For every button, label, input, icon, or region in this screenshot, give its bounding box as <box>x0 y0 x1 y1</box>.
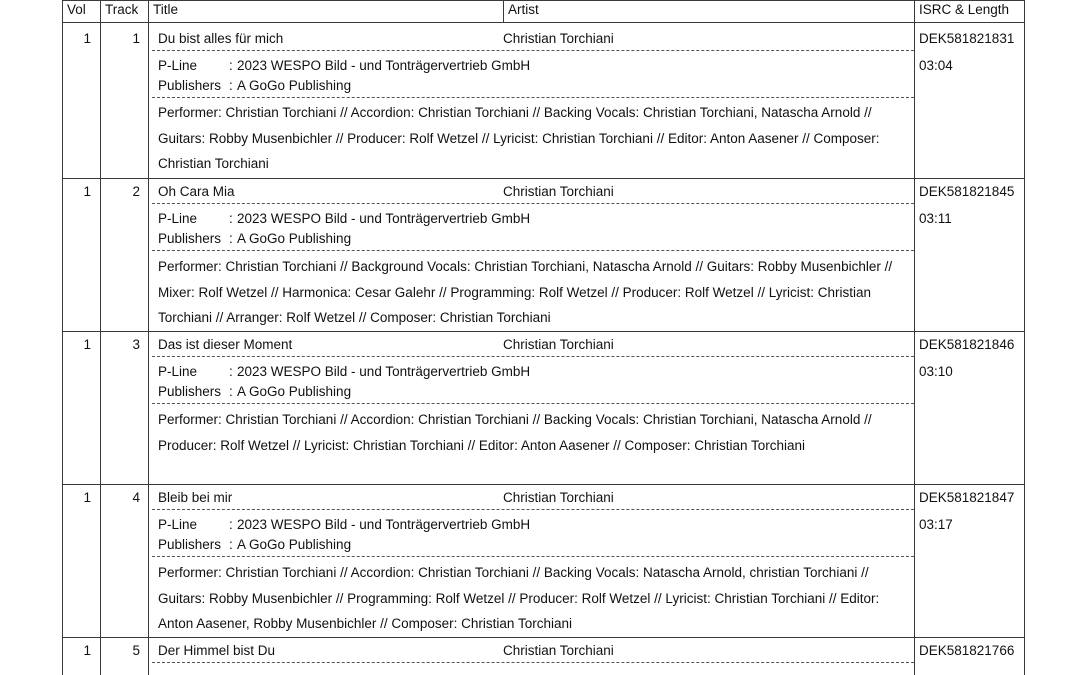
track-title: Das ist dieser Moment <box>158 337 293 352</box>
column-border <box>148 0 149 675</box>
vol-cell: 1 <box>83 184 91 199</box>
isrc-code: DEK581821845 <box>919 184 1015 199</box>
pline-value: 2023 WESPO Bild - und Tonträgervertrieb GmbH <box>237 58 531 73</box>
column-border <box>914 0 915 675</box>
pline-value: 2023 WESPO Bild - und Tonträgervertrieb GmbH <box>237 517 531 532</box>
header-divider <box>62 22 1025 23</box>
track-title: Du bist alles für mich <box>158 31 284 46</box>
dashed-divider <box>152 509 914 510</box>
credits-text: Performer: Christian Torchiani // Accordion: Christian Torchiani // Backing Vocals: Christian Torchiani, Natascha Arnold // Producer: Rolf Wetzel // Lyricist: Christian Torchiani // Editor: Anton Aasener // Composer: Christian Torchiani <box>158 412 872 453</box>
column-border <box>1024 0 1025 675</box>
track-title: Oh Cara Mia <box>158 184 235 199</box>
credits-text: Performer: Christian Torchiani // Background Vocals: Christian Torchiani, Natascha Arnold // Guitars: Robby Musenbichler // Mixer: Rolf Wetzel // Harmonica: Cesar Galehr // Programming: Rolf Wetzel // Producer: Rolf Wetzel // Lyricist: Christian Torchiani // Arranger: Rolf Wetzel // Composer: Christian Torchiani <box>158 259 893 325</box>
track-title: Der Himmel bist Du <box>158 643 276 658</box>
dashed-divider <box>152 662 914 663</box>
dashed-divider <box>152 250 914 251</box>
publishers-sep: : <box>229 231 233 246</box>
pline-label: P-Line <box>158 517 198 532</box>
credits-text: Performer: Christian Torchiani // Accordion: Christian Torchiani // Backing Vocals: Natascha Arnold, christian Torchiani // Guitars: Robby Musenbichler // Programming: Rolf Wetzel // Producer: Rolf Wetzel // Lyricist: Christian Torchiani // Editor: Anton Aasener, Robby Musenbichler // Composer: Christian Torchiani <box>158 565 880 631</box>
publishers-label: Publishers <box>158 78 222 93</box>
pline-label: P-Line <box>158 211 198 226</box>
publishers-label: Publishers <box>158 537 222 552</box>
header-vol: Vol <box>67 2 86 17</box>
track-artist: Christian Torchiani <box>503 643 614 658</box>
publishers-label: Publishers <box>158 384 222 399</box>
row-divider <box>62 484 1025 485</box>
pline-value: 2023 WESPO Bild - und Tonträgervertrieb GmbH <box>237 211 531 226</box>
header-track: Track <box>105 2 139 17</box>
dashed-divider <box>152 203 914 204</box>
publishers-value: A GoGo Publishing <box>237 384 352 399</box>
publishers-value: A GoGo Publishing <box>237 231 352 246</box>
header-artist: Artist <box>508 2 539 17</box>
track-length: 03:11 <box>919 211 952 226</box>
track-artist: Christian Torchiani <box>503 337 614 352</box>
track-number: 1 <box>132 31 140 46</box>
pline-sep: : <box>229 58 233 73</box>
isrc-code: DEK581821846 <box>919 337 1015 352</box>
header-isrc-length: ISRC & Length <box>919 2 1010 17</box>
pline-value: 2023 WESPO Bild - und Tonträgervertrieb GmbH <box>237 364 531 379</box>
track-length: 03:04 <box>919 58 953 73</box>
vol-cell: 1 <box>83 490 91 505</box>
pline-label: P-Line <box>158 58 198 73</box>
publishers-sep: : <box>229 78 233 93</box>
dashed-divider <box>152 50 914 51</box>
dashed-divider <box>152 356 914 357</box>
publishers-value: A GoGo Publishing <box>237 537 352 552</box>
track-artist: Christian Torchiani <box>503 31 614 46</box>
row-divider <box>62 178 1025 179</box>
track-number: 4 <box>132 490 140 505</box>
isrc-code: DEK581821766 <box>919 643 1015 658</box>
row-divider <box>62 331 1025 332</box>
track-number: 2 <box>132 184 140 199</box>
title-artist-border <box>503 0 504 22</box>
track-number: 5 <box>132 643 140 658</box>
pline-label: P-Line <box>158 364 198 379</box>
track-length: 03:10 <box>919 364 953 379</box>
track-title: Bleib bei mir <box>158 490 233 505</box>
publishers-sep: : <box>229 384 233 399</box>
vol-cell: 1 <box>83 643 91 658</box>
isrc-code: DEK581821831 <box>919 31 1015 46</box>
header-title: Title <box>153 2 179 17</box>
publishers-sep: : <box>229 537 233 552</box>
pline-sep: : <box>229 211 233 226</box>
pline-sep: : <box>229 364 233 379</box>
dashed-divider <box>152 97 914 98</box>
dashed-divider <box>152 403 914 404</box>
track-length: 03:17 <box>919 517 953 532</box>
publishers-label: Publishers <box>158 231 222 246</box>
vol-cell: 1 <box>83 31 91 46</box>
row-divider <box>62 637 1025 638</box>
publishers-value: A GoGo Publishing <box>237 78 352 93</box>
isrc-code: DEK581821847 <box>919 490 1015 505</box>
table-top-border <box>62 0 1025 1</box>
track-artist: Christian Torchiani <box>503 490 614 505</box>
credits-text: Performer: Christian Torchiani // Accordion: Christian Torchiani // Backing Vocals: Christian Torchiani, Natascha Arnold // Guitars: Robby Musenbichler // Producer: Rolf Wetzel // Lyricist: Christian Torchiani // Editor: Anton Aasener // Composer: Christian Torchiani <box>158 105 880 171</box>
dashed-divider <box>152 556 914 557</box>
pline-sep: : <box>229 517 233 532</box>
track-number: 3 <box>132 337 140 352</box>
vol-cell: 1 <box>83 337 91 352</box>
track-artist: Christian Torchiani <box>503 184 614 199</box>
